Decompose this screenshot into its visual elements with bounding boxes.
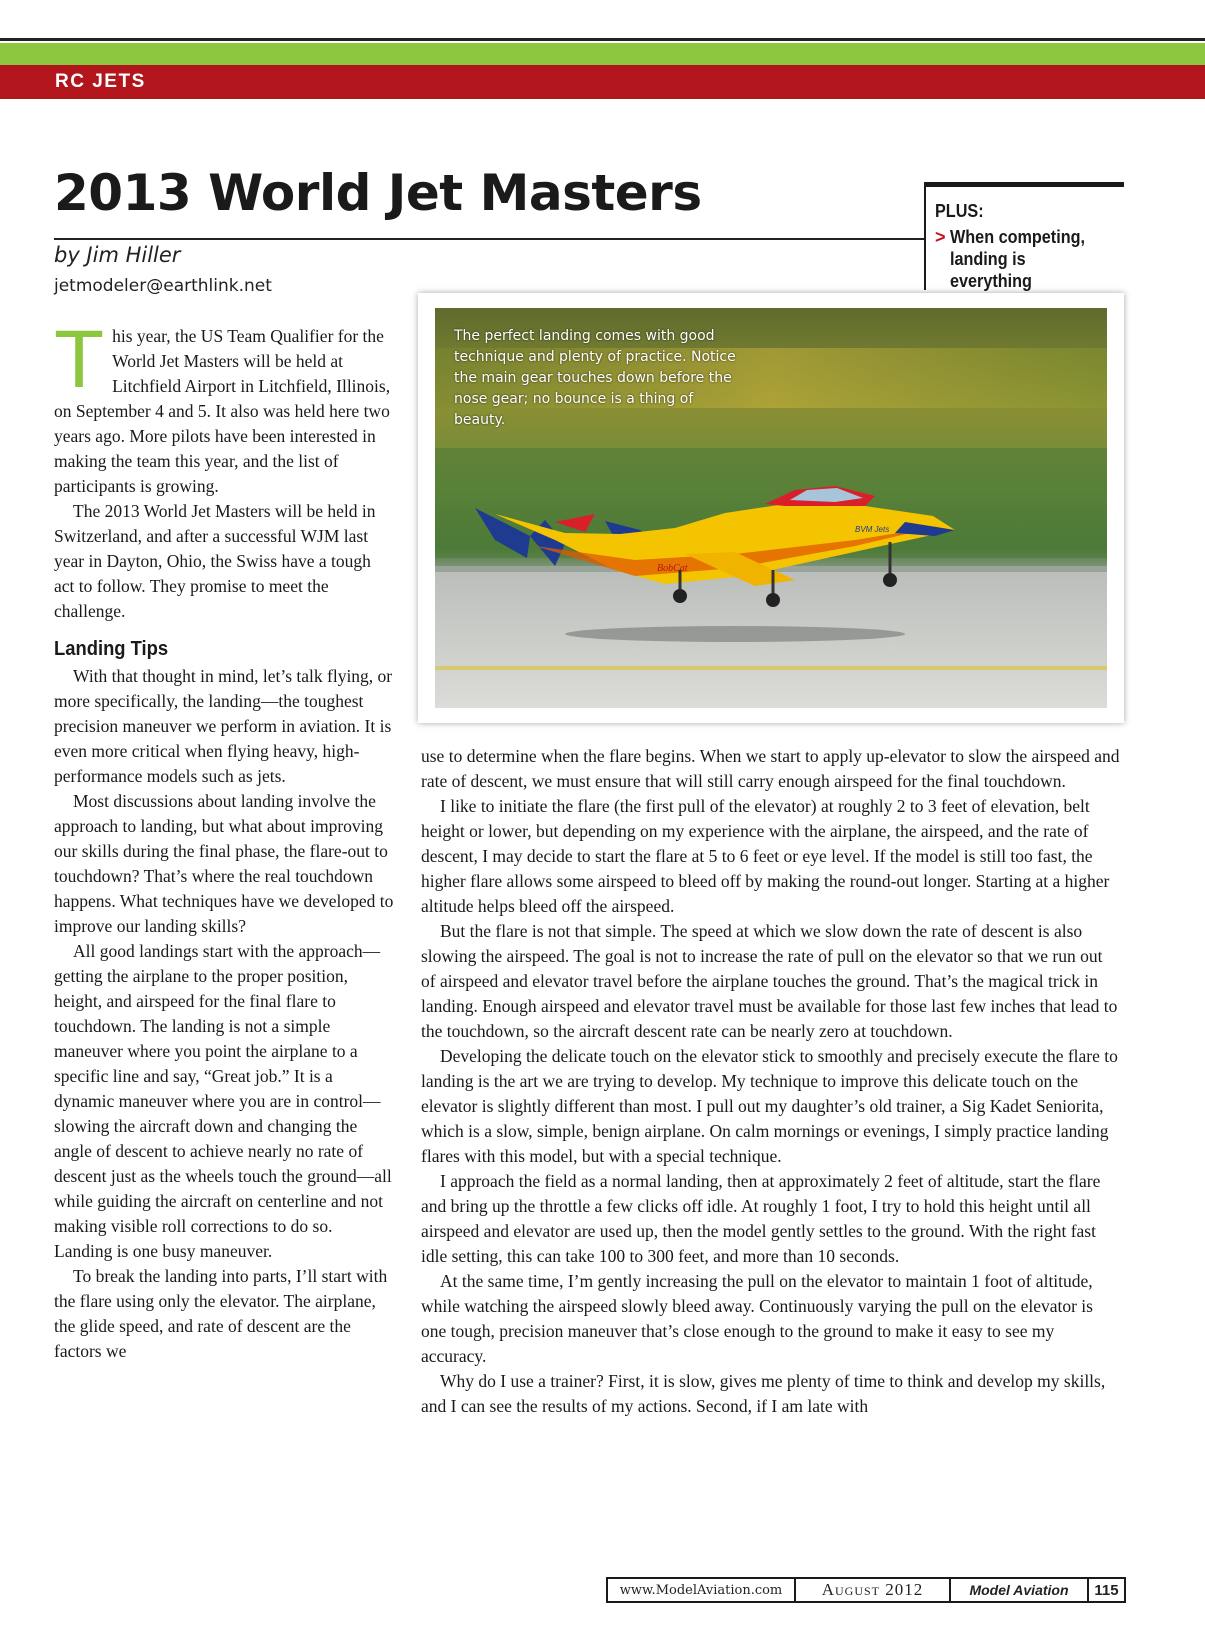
paragraph: This year, the US Team Qualifier for the World Jet Masters will be held at Litchfield Airport in Litchfield, Illinois, on September 4 and 5. It also was held here two years ago. More pilots have been interested in making the team this year, and the list of participants is growing. [54,314,391,496]
author-email[interactable]: jetmodeler@earthlink.net [54,276,272,296]
plus-item [935,226,1124,292]
article-title: 2013 World Jet Masters [54,164,702,222]
header-red-band [0,65,1205,99]
paragraph: I approach the field as a normal landing, then at approximately 2 feet of altitude, start the flare and bring up the throttle a few clicks off idle. At roughly 1 foot, I try to hold this height until all airspeed and elevator are used up, then the model gently settles to the ground. With the right fast idle setting, this can take 100 to 300 feet, and more than 10 seconds. [421,1171,1101,1266]
footer-magazine-name: Model Aviation [951,1579,1089,1601]
drop-cap: T [54,314,105,405]
paragraph: Why do I use a trainer? First, it is slow, gives me plenty of time to think and develop my skills, and I can see the results of my actions. Second, if I am late with [421,1371,1106,1416]
paragraph: All good landings start with the approach—getting the airplane to the proper position, height, and airspeed for the final flare to touchdown. The landing is not a simple maneuver where you point the airplane to a specific line and say, “Great job.” It is a dynamic maneuver where you are in control—slowing the aircraft down and changing the angle of descent to achieve nearly no rate of descent just as the wheels touch the ground—all while guiding the aircraft on centerline and not making visible roll corrections to do so. Landing is one busy maneuver. [54,941,392,1261]
left-column [54,314,394,1364]
fuselage-decal: BVM Jets [855,525,890,534]
subhead-landing-tips: Landing Tips [54,638,169,660]
paragraph: At the same time, I’m gently increasing the pull on the elevator to maintain 1 foot of altitude, while watching the airspeed slowly bleed away. Continuously varying the pull on the elevator is one tough, precision maneuver that’s close enough to the ground to make it easy to see my accuracy. [421,1271,1093,1366]
header-rule [0,38,1205,41]
footer-issue-date: August 2012 [796,1579,951,1601]
plus-label: PLUS: [935,201,984,221]
section-label: RC JETS [55,71,146,92]
right-column [421,744,1121,1419]
paragraph: Most discussions about landing involve the approach to landing, but what about improving our skills during the final phase, the flare-out to touchdown? That’s where the real touchdown happens. What techniques have we developed to improve our landing skills? [54,791,394,936]
plus-sidebar [924,182,1124,290]
page-number: 115 [1094,1581,1119,1599]
title-rule [54,238,924,240]
plus-item-text: When competing, landing is everything [950,227,1085,291]
photo-frame [418,293,1124,723]
photo-caption: The perfect landing comes with good technique and plenty of practice. Notice the main gear touches down before the nose gear; no bounce is a thing of beauty. [454,328,736,428]
paragraph: The 2013 World Jet Masters will be held in Switzerland, and after a successful WJM last year in Dayton, Ohio, the Swiss have a tough act to follow. They promise to meet the challenge. [54,501,376,621]
paragraph: To break the landing into parts, I’ll start with the flare using only the elevator. The airplane, the glide speed, and rate of descent are the factors we [54,1266,388,1361]
page-footer [606,1577,1126,1603]
header-green-band [0,43,1205,65]
paragraph: Developing the delicate touch on the elevator stick to smoothly and precisely execute the flare to landing is the art we are trying to develop. My technique to improve this delicate touch on the elevator is slightly different than most. I pull out my daughter’s old trainer, a Sig Kadet Seniorita, which is a slow, simple, benign airplane. On calm mornings or evenings, I simply practice landing flares with this model, but with a special technique. [421,1046,1118,1166]
tail-decal: BobCat [657,563,688,574]
footer-website[interactable]: www.ModelAviation.com [608,1579,796,1601]
paragraph: I like to initiate the flare (the first pull of the elevator) at roughly 2 to 3 feet of elevation, belt height or lower, but depending on my experience with the airplane, the airspeed, and the rate of descent, I may decide to start the flare at 5 to 6 feet or eye level. If the model is still too fast, the higher flare allows some airspeed to bleed off by making the round-out longer. Starting at a higher altitude helps bleed off the airspeed. [421,796,1110,916]
paragraph: But the flare is not that simple. The speed at which we slow down the rate of descent is also slowing the airspeed. The goal is not to increase the rate of pull on the elevator so that we run out of airspeed and elevator travel before the airplane touches the ground. That’s the magical trick in landing. Enough airspeed and elevator travel must be available for those last few inches that lead to the touchdown, so the aircraft descent rate can be nearly zero at touchdown. [421,921,1118,1041]
chevron-right-icon: > [935,227,946,247]
paragraph: With that thought in mind, let’s talk flying, or more specifically, the landing—the toughest precision maneuver we perform in aviation. It is even more critical when flying heavy, high-performance models such as jets. [54,666,393,786]
byline: by Jim Hiller [54,243,181,267]
paragraph: use to determine when the flare begins. When we start to apply up-elevator to slow the airspeed and rate of descent, we must ensure that will still carry enough airspeed for the final touchdown. [421,746,1120,791]
